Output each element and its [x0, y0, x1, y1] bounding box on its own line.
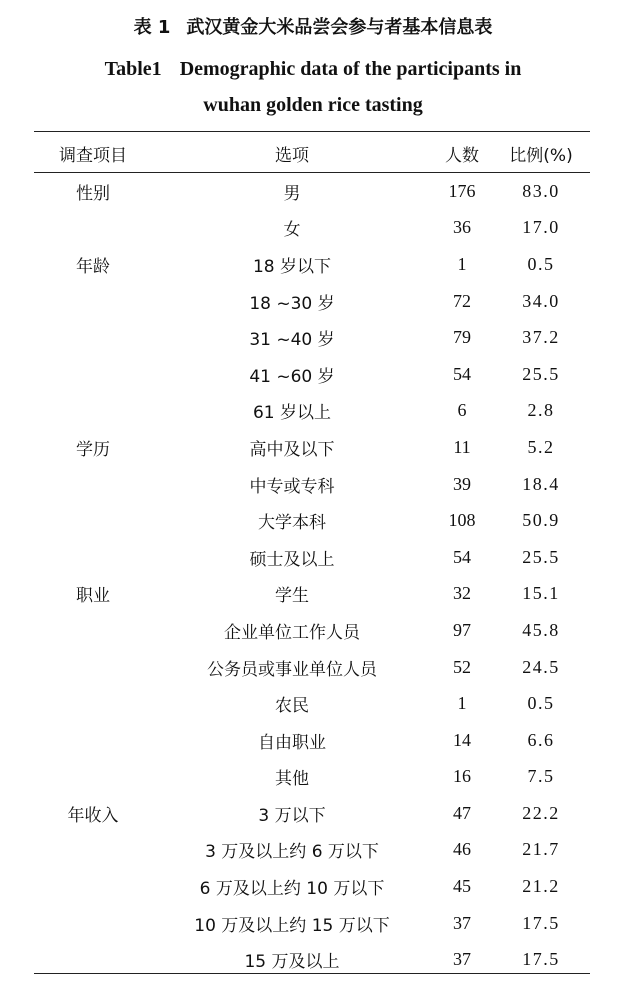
cell-option: 18 ~30 岁 [249, 293, 335, 314]
cell-percent: 21.2 [522, 876, 560, 897]
table-label-english: Table1 [104, 58, 162, 80]
cell-percent: 5.2 [527, 436, 555, 457]
cell-percent: 17.5 [522, 949, 560, 970]
cell-percent: 15.1 [522, 583, 560, 604]
cell-count: 79 [453, 327, 471, 348]
cell-percent: 0.5 [527, 253, 555, 274]
cell-category [34, 319, 152, 356]
cell-count: 1 [457, 253, 467, 274]
table-row [34, 319, 590, 356]
cell-count: 52 [453, 656, 471, 677]
cell-count: 39 [453, 473, 471, 494]
cell-option: 学生 [275, 586, 309, 607]
cell-percent: 45.8 [522, 619, 560, 640]
cell-option: 10 万及以上约 15 万以下 [194, 915, 390, 936]
table-number-chinese: 表 1 [133, 17, 171, 38]
cell-option: 农民 [275, 696, 309, 717]
table-row [34, 685, 590, 722]
cell-option: 41 ~60 岁 [249, 366, 335, 387]
cell-percent: 17.0 [522, 217, 560, 238]
header-option: 选项 [275, 145, 309, 166]
table-title-english-line1: Demographic data of the participants in [179, 58, 522, 80]
cell-option: 3 万及以上约 6 万以下 [205, 842, 379, 863]
cell-count: 72 [453, 290, 471, 311]
cell-percent: 18.4 [522, 473, 560, 494]
cell-option: 18 岁以下 [252, 256, 332, 277]
cell-count: 6 [457, 400, 467, 421]
cell-count: 37 [453, 949, 471, 970]
header-row [34, 134, 590, 172]
cell-percent: 17.5 [522, 912, 560, 933]
table-row [34, 210, 590, 247]
cell-category [34, 283, 152, 320]
table-caption-english-line2 [0, 91, 626, 119]
cell-count: 16 [453, 766, 471, 787]
cell-option: 男 [283, 183, 301, 204]
cell-count: 46 [453, 839, 471, 860]
cell-category: 年收入 [67, 805, 119, 826]
table-body [34, 173, 590, 978]
header-count: 人数 [445, 145, 479, 166]
table-row [34, 539, 590, 576]
cell-count: 32 [453, 583, 471, 604]
cell-option: 女 [283, 220, 301, 241]
table-row [34, 832, 590, 869]
cell-option: 31 ~40 岁 [249, 330, 335, 351]
cell-option: 公务员或事业单位人员 [207, 659, 377, 680]
cell-count: 14 [453, 729, 471, 750]
header-category: 调查项目 [59, 145, 127, 166]
cell-category [34, 759, 152, 796]
cell-option: 6 万及以上约 10 万以下 [199, 879, 385, 900]
table-title-chinese: 武汉黄金大米品尝会参与者基本信息表 [186, 17, 493, 38]
table-row [34, 722, 590, 759]
cell-count: 36 [453, 217, 471, 238]
cell-option: 硕士及以上 [249, 549, 335, 570]
cell-percent: 0.5 [527, 693, 555, 714]
cell-category [34, 649, 152, 686]
cell-percent: 37.2 [522, 327, 560, 348]
header-percent: 比例(%) [509, 145, 573, 166]
cell-category [34, 832, 152, 869]
cell-percent: 83.0 [522, 180, 560, 201]
cell-count: 37 [453, 912, 471, 933]
table-top-rule [34, 131, 590, 132]
cell-percent: 21.7 [522, 839, 560, 860]
table-row [34, 173, 590, 210]
cell-percent: 22.2 [522, 802, 560, 823]
cell-option: 其他 [275, 769, 309, 790]
table-row [34, 502, 590, 539]
cell-category [34, 722, 152, 759]
cell-count: 176 [448, 180, 476, 201]
cell-category: 年龄 [76, 256, 110, 277]
cell-percent: 34.0 [522, 290, 560, 311]
cell-percent: 25.5 [522, 546, 560, 567]
cell-count: 97 [453, 619, 471, 640]
table-row [34, 356, 590, 393]
cell-category [34, 356, 152, 393]
cell-count: 54 [453, 546, 471, 567]
table-row [34, 868, 590, 905]
cell-percent: 25.5 [522, 363, 560, 384]
cell-percent: 2.8 [527, 400, 555, 421]
table-caption-chinese [0, 14, 626, 42]
cell-category [34, 905, 152, 942]
cell-category [34, 466, 152, 503]
table-title-english-line2: wuhan golden rice tasting [203, 94, 423, 116]
table-bottom-rule [34, 973, 590, 974]
cell-percent: 6.6 [527, 729, 555, 750]
table-row [34, 649, 590, 686]
cell-count: 54 [453, 363, 471, 384]
cell-category: 学历 [76, 439, 110, 460]
cell-category [34, 612, 152, 649]
cell-percent: 24.5 [522, 656, 560, 677]
cell-option: 3 万以下 [258, 805, 326, 826]
table-row [34, 429, 590, 466]
table-header [34, 134, 590, 172]
cell-percent: 50.9 [522, 510, 560, 531]
cell-count: 11 [453, 436, 471, 457]
table-row [34, 466, 590, 503]
cell-category [34, 685, 152, 722]
table-row [34, 283, 590, 320]
table-row [34, 393, 590, 430]
table-row [34, 759, 590, 796]
cell-count: 47 [453, 802, 471, 823]
cell-option: 61 岁以上 [252, 403, 332, 424]
cell-category [34, 539, 152, 576]
cell-count: 1 [457, 693, 467, 714]
table-row [34, 576, 590, 613]
cell-option: 高中及以下 [249, 439, 335, 460]
cell-option: 企业单位工作人员 [224, 622, 360, 643]
cell-category [34, 393, 152, 430]
cell-category [34, 210, 152, 247]
cell-option: 15 万及以上 [244, 952, 340, 973]
cell-option: 大学本科 [258, 513, 326, 534]
table-row [34, 795, 590, 832]
cell-category [34, 502, 152, 539]
cell-category: 性别 [76, 183, 110, 204]
table-caption-english-line1 [0, 55, 626, 83]
table-row [34, 612, 590, 649]
table-row [34, 246, 590, 283]
cell-option: 自由职业 [258, 732, 326, 753]
cell-percent: 7.5 [527, 766, 555, 787]
cell-category: 职业 [76, 586, 110, 607]
table-row [34, 905, 590, 942]
cell-count: 45 [453, 876, 471, 897]
cell-option: 中专或专科 [249, 476, 335, 497]
cell-count: 108 [448, 510, 476, 531]
cell-category [34, 868, 152, 905]
